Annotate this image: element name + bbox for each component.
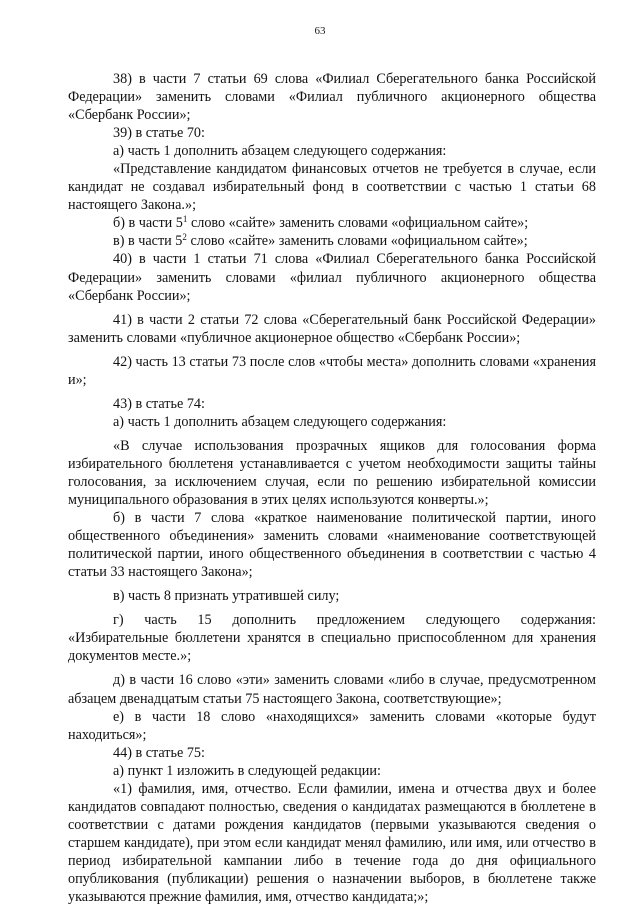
paragraph: а) пункт 1 изложить в следующей редакции:	[113, 762, 381, 779]
paragraph-text-start: в) в части 5	[113, 233, 183, 250]
paragraph: 41) в части 2 статьи 72 слова «Сберегательный банк Российской Федерации» заменить словами «публичное акционерное общество «Сбербанк России»;	[68, 311, 596, 346]
paragraph	[68, 214, 596, 232]
paragraph: «В случае использования прозрачных ящиков для голосования форма избирательного бюллетеня устанавливается с учетом необходимости защиты тайны голосования, за исключением случая, если по решению избирательной комиссии муниципального образования в этих целях используются конверты.»;	[68, 437, 596, 509]
document-body	[68, 70, 596, 906]
paragraph-text-end: слово «сайте» заменить словами «официальном сайте»;	[186, 233, 528, 250]
paragraph: 39) в статье 70:	[113, 125, 205, 142]
paragraph-text-start: б) в части 5	[113, 215, 183, 232]
paragraph: 40) в части 1 статьи 71 слова «Филиал Сберегательного банка Российской Федерации» заменить словами «филиал публичного акционерного общества «Сбербанк России»;	[68, 251, 596, 304]
paragraph: «Представление кандидатом финансовых отчетов не требуется в случае, если кандидат не создавал избирательный фонд в соответствии с частью 1 статьи 68 настоящего Закона.»;	[68, 161, 596, 214]
paragraph-text-end: слово «сайте» заменить словами «официальном сайте»;	[187, 215, 529, 232]
paragraph: а) часть 1 дополнить абзацем следующего содержания:	[113, 413, 447, 430]
paragraph: в) часть 8 признать утратившей силу;	[113, 588, 340, 605]
paragraph	[68, 232, 596, 250]
paragraph: «1) фамилия, имя, отчество. Если фамилии, имена и отчества двух и более кандидатов совпадают полностью, сведения о кандидатах размещаются в бюллетене в соответствии с датами рождения кандидатов (первыми указываются сведения о старшем кандидате), при этом если кандидат менял фамилию, или имя, или отчество в период избирательной кампании либо в течение года до дня официального опубликования (публикации) решения о назначении выборов, в бюллетене также указываются прежние фамилия, имя, отчество кандидата;»;	[68, 780, 596, 906]
page-number: 63	[314, 25, 326, 37]
paragraph: д) в части 16 слово «эти» заменить словами «либо в случае, предусмотренном абзацем двенадцатым статьи 75 настоящего Закона, соответствующие»;	[68, 672, 596, 707]
paragraph: 44) в статье 75:	[113, 744, 205, 761]
paragraph: 38) в части 7 статьи 69 слова «Филиал Сберегательного банка Российской Федерации» заменить словами «Филиал публичного акционерного общества «Сбербанк России»;	[68, 71, 596, 124]
paragraph: е) в части 18 слово «находящихся» заменить словами «которые будут находиться»;	[68, 708, 596, 743]
paragraph: 43) в статье 74:	[113, 395, 205, 412]
paragraph: б) в части 7 слова «краткое наименование политической партии, иного общественного объединения» заменить словами «наименование соответствующей политической партии, иного общественного объединения в соответствии с частью 4 статьи 33 настоящего Закона»;	[68, 510, 596, 581]
superscript-index: 2	[182, 232, 187, 243]
paragraph: а) часть 1 дополнить абзацем следующего содержания:	[113, 143, 447, 160]
paragraph: г) часть 15 дополнить предложением следующего содержания: «Избирательные бюллетени хранятся в специально приспособленном для хранения документов месте.»;	[68, 612, 596, 665]
paragraph: 42) часть 13 статьи 73 после слов «чтобы места» дополнить словами «хранения и»;	[68, 353, 596, 388]
superscript-index: 1	[182, 214, 188, 225]
